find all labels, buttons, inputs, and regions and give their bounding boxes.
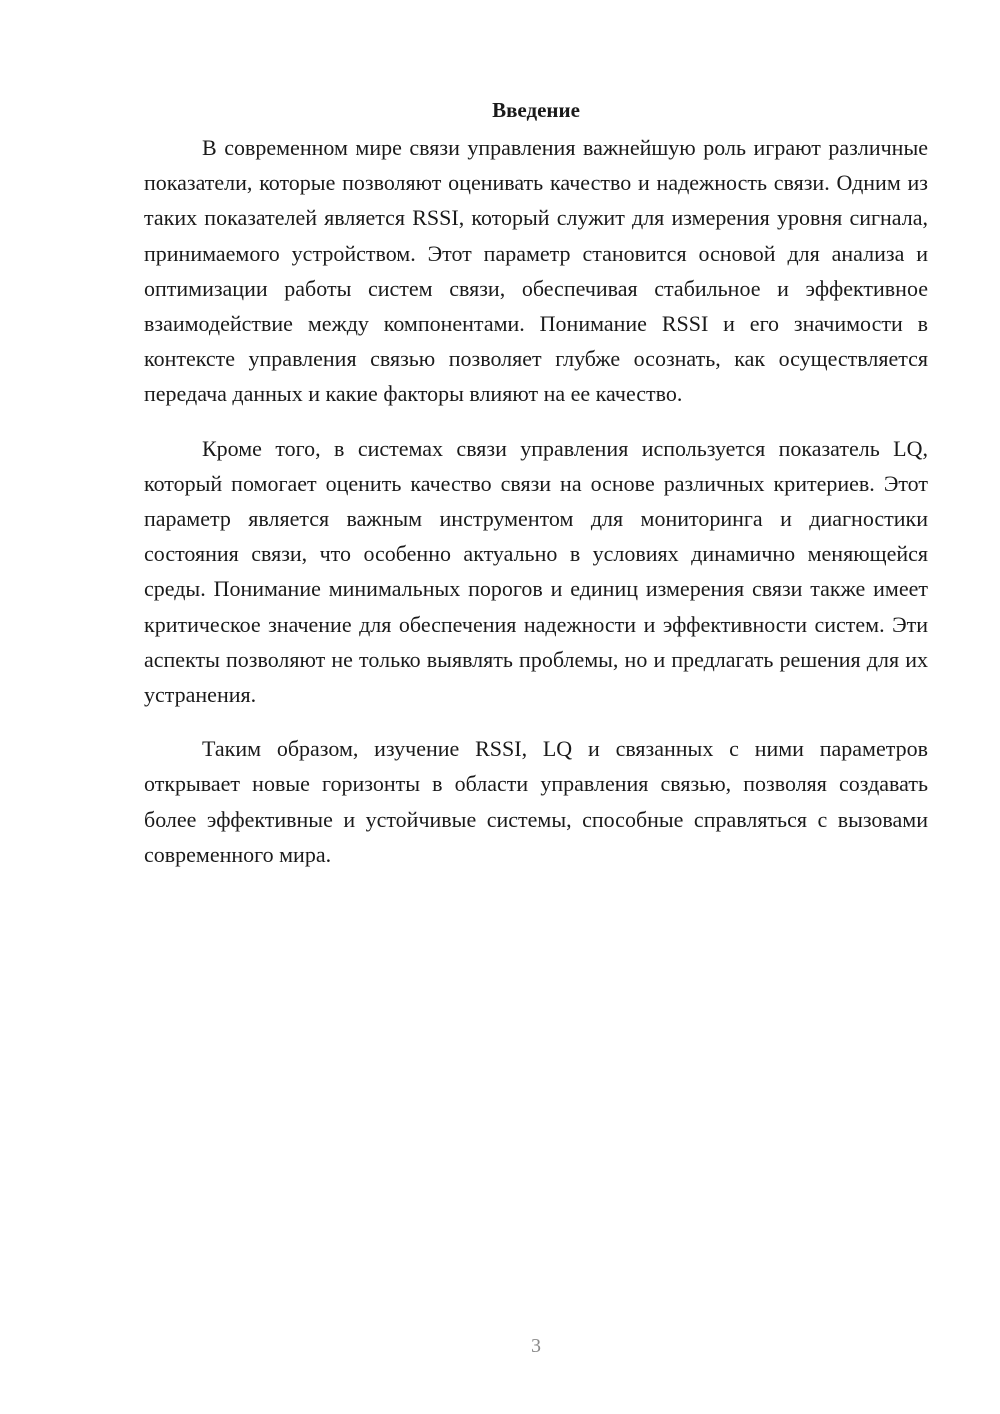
paragraph-3: Таким образом, изучение RSSI, LQ и связанных с ними параметров открывает новые горизонты в области управления связью, позволяя создавать более эффективные и устойчивые системы, способные справляться с вызовами современного мира. (144, 736, 928, 867)
paragraph-2: Кроме того, в системах связи управления используется показатель LQ, который помогает оценить качество связи на основе различных критериев. Этот параметр является важным инструментом для мониторинга и диагностики состояния связи, что особенно актуально в условиях динамично меняющейся среды. Понимание минимальных порогов и единиц измерения связи также имеет критическое значение для обеспечения надежности и эффективности систем. Эти аспекты позволяют не только выявлять проблемы, но и предлагать решения для их устранения. (144, 435, 928, 708)
page-number: 3 (531, 1335, 541, 1357)
page-content (144, 92, 928, 872)
section-heading: Введение (492, 98, 580, 122)
paragraph-1: В современном мире связи управления важнейшую роль играют различные показатели, которые позволяют оценивать качество и надежность связи. Одним из таких показателей является RSSI, который служит для измерения уровня сигнала, принимаемого устройством. Этот параметр становится основой для анализа и оптимизации работы систем связи, обеспечивая стабильное и эффективное взаимодействие между компонентами. Понимание RSSI и его значимости в контексте управления связью позволяет глубже осознать, как осуществляется передача данных и какие факторы влияют на ее качество. (144, 135, 928, 407)
